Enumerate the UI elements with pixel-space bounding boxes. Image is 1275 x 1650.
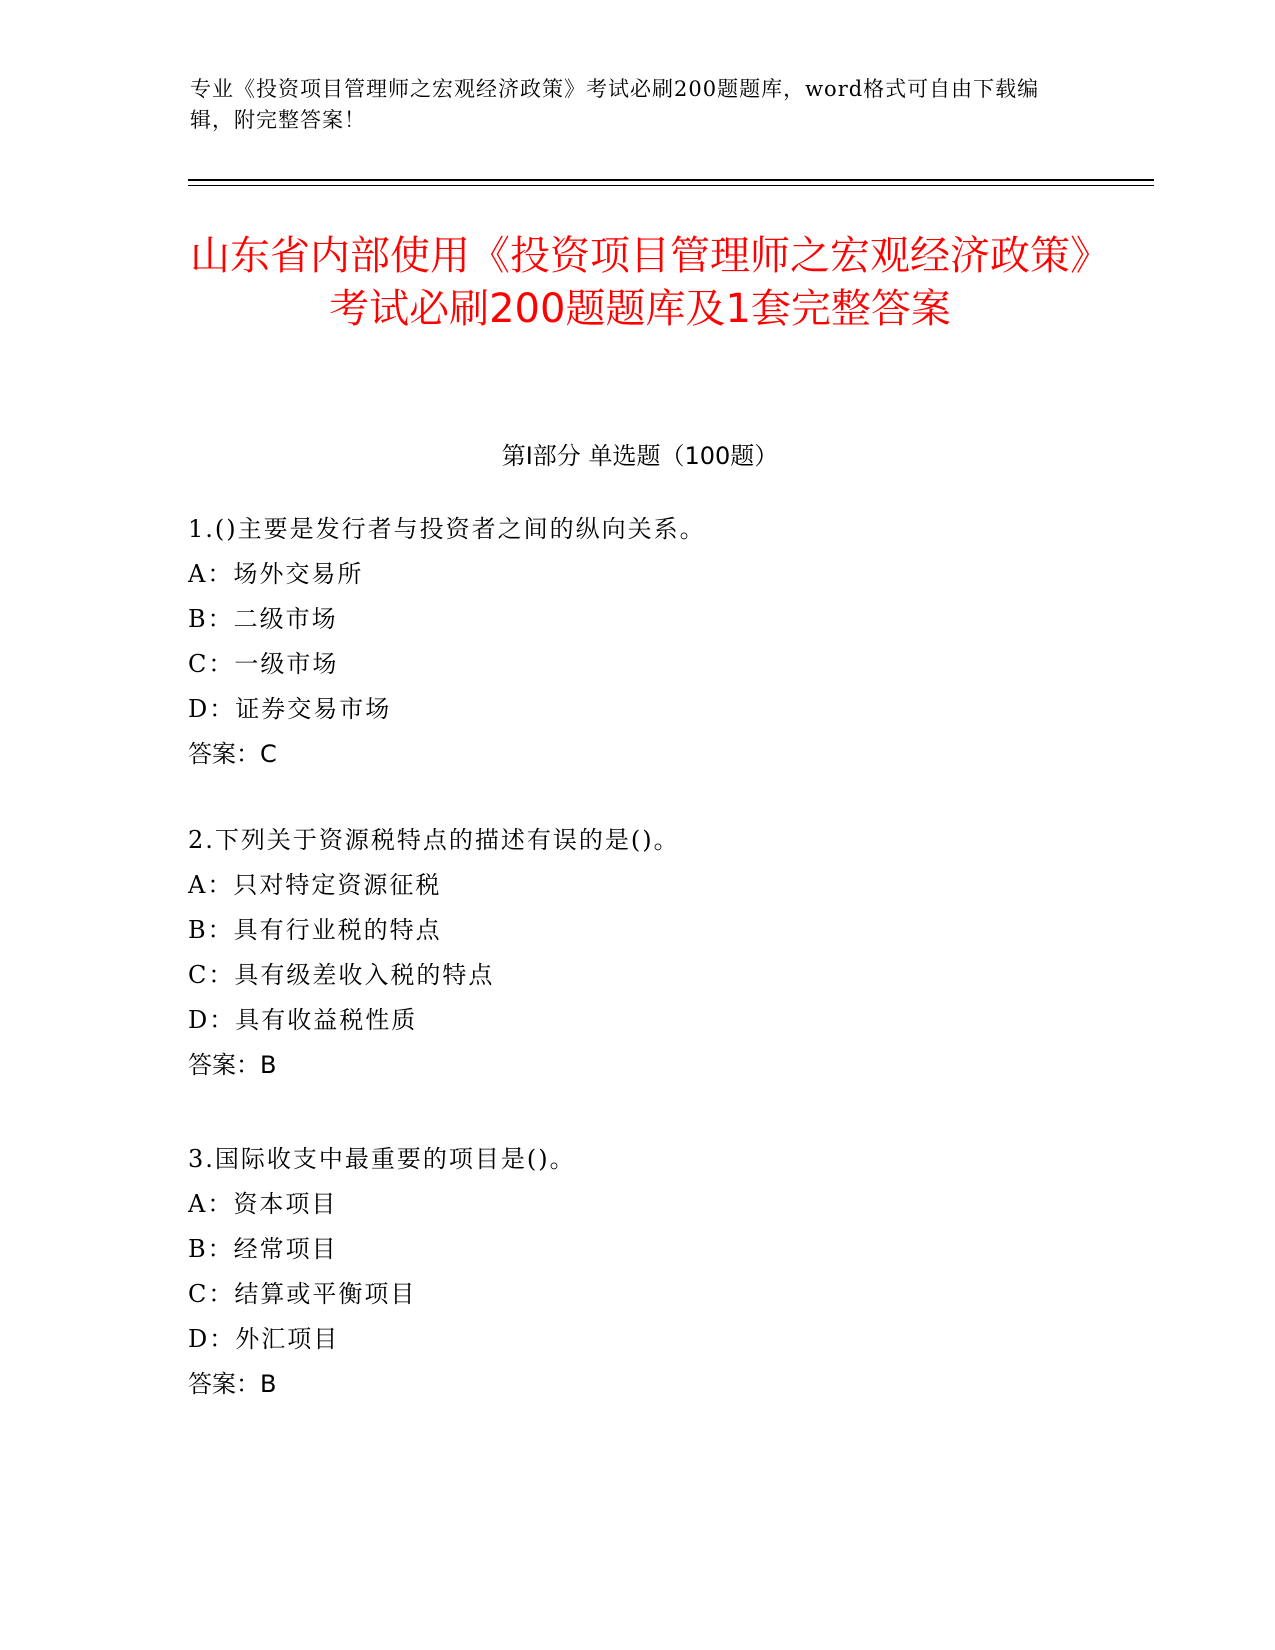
question-stem: 3.国际收支中最重要的项目是()。 bbox=[188, 1145, 576, 1173]
header-divider-thin bbox=[188, 185, 1154, 186]
question-3 bbox=[188, 1137, 1128, 1407]
option-b: B：经常项目 bbox=[188, 1235, 338, 1263]
answer-line: 答案：B bbox=[188, 1370, 277, 1398]
answer-line: 答案：B bbox=[188, 1051, 277, 1079]
option-c: C：具有级差收入税的特点 bbox=[188, 961, 495, 989]
question-2 bbox=[188, 818, 1128, 1088]
question-stem: 1.()主要是发行者与投资者之间的纵向关系。 bbox=[188, 515, 706, 543]
question-1 bbox=[188, 507, 1128, 777]
option-d: D：证券交易市场 bbox=[188, 695, 392, 723]
option-d: D：外汇项目 bbox=[188, 1325, 340, 1353]
option-a: A：场外交易所 bbox=[188, 560, 364, 588]
option-a: A：资本项目 bbox=[188, 1190, 338, 1218]
option-c: C：结算或平衡项目 bbox=[188, 1280, 417, 1308]
answer-line: 答案：C bbox=[188, 740, 277, 768]
document-title: 山东省内部使用《投资项目管理师之宏观经济政策》考试必刷200题题库及1套完整答案 bbox=[190, 233, 1090, 332]
header-note: 专业《投资项目管理师之宏观经济政策》考试必刷200题题库，word格式可自由下载编辑，附完整答案！ bbox=[190, 77, 1040, 132]
option-b: B：二级市场 bbox=[188, 605, 338, 633]
option-a: A：只对特定资源征税 bbox=[188, 871, 442, 899]
header-divider-thick bbox=[188, 179, 1154, 181]
section-heading: 第I部分 单选题（100题） bbox=[501, 442, 779, 470]
option-c: C：一级市场 bbox=[188, 650, 339, 678]
option-d: D：具有收益税性质 bbox=[188, 1006, 418, 1034]
option-b: B：具有行业税的特点 bbox=[188, 916, 442, 944]
question-stem: 2.下列关于资源税特点的描述有误的是()。 bbox=[188, 826, 680, 854]
